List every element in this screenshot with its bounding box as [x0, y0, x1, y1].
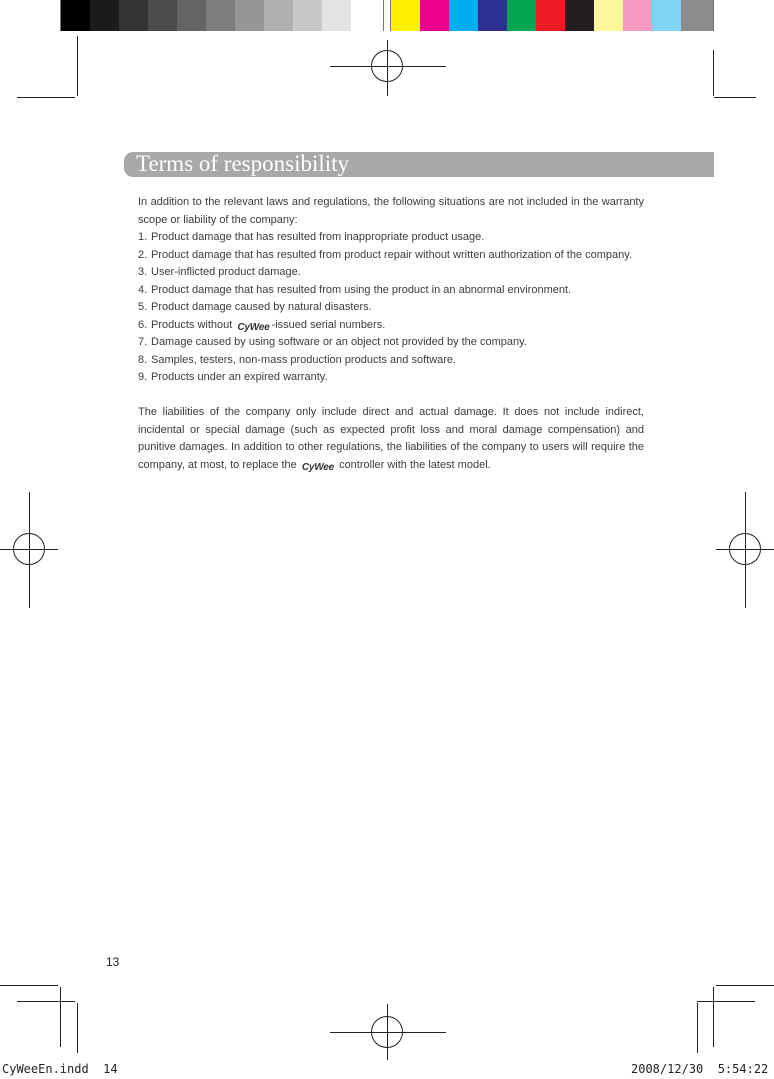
item-number: 4.	[138, 283, 148, 296]
list-item	[138, 317, 644, 335]
item-number: 7.	[138, 336, 148, 348]
item-number: 9.	[138, 371, 148, 383]
cywee-logo: CyWee	[237, 321, 270, 333]
grayscale-swatch	[264, 0, 293, 31]
closing-text-after: controller with the latest model.	[339, 458, 491, 471]
item-text: Product damage that has resulted from product repair without written authorization of the company.	[151, 248, 632, 261]
section-title: Terms of responsibility	[136, 152, 350, 176]
process-swatch	[681, 0, 713, 31]
grayscale-swatch	[235, 0, 264, 31]
crop-mark	[714, 97, 756, 98]
list-item	[138, 264, 644, 282]
slug-filename: CyWeeEn.indd 14	[2, 1062, 118, 1076]
grayscale-swatch	[148, 0, 177, 31]
grayscale-swatch	[90, 0, 119, 31]
grayscale-swatch	[206, 0, 235, 31]
process-swatch	[594, 0, 623, 31]
item-text: Product damage that has resulted from inappropriate product usage.	[151, 231, 485, 243]
crop-mark	[17, 97, 75, 98]
page-number: 13	[106, 955, 120, 969]
process-swatch	[536, 0, 565, 31]
exclusions-list	[138, 229, 644, 387]
item-number: 2.	[138, 248, 148, 261]
process-swatch	[420, 0, 449, 31]
grayscale-swatch	[61, 0, 90, 31]
item-text-after: -issued serial numbers.	[271, 318, 386, 331]
item-text: Damage caused by using software or an object not provided by the company.	[151, 336, 527, 348]
registration-circle	[729, 533, 761, 565]
closing-paragraph	[138, 404, 644, 474]
crop-mark	[0, 985, 58, 986]
list-item	[138, 352, 644, 370]
crop-mark	[77, 36, 78, 96]
item-number: 8.	[138, 353, 148, 366]
paragraph-gap	[138, 387, 644, 405]
registration-circle	[371, 50, 403, 82]
intro-paragraph: In addition to the relevant laws and regulations, the following situations are not included in the warranty scope or liability of the company:	[138, 196, 644, 226]
crop-mark	[697, 1001, 755, 1002]
crop-mark	[697, 1003, 698, 1053]
process-swatch	[478, 0, 507, 31]
item-number: 5.	[138, 301, 148, 313]
item-text-before: Products without	[151, 318, 233, 331]
list-item	[138, 299, 644, 317]
list-item	[138, 369, 644, 387]
grayscale-swatch	[293, 0, 322, 31]
process-swatch	[652, 0, 681, 31]
grayscale-swatch	[351, 0, 383, 31]
process-swatch	[507, 0, 536, 31]
item-text: Products under an expired warranty.	[151, 371, 328, 383]
crop-mark	[60, 987, 61, 1047]
process-swatch	[391, 0, 420, 31]
list-item	[138, 282, 644, 300]
registration-circle	[371, 1016, 403, 1048]
item-text: User-inflicted product damage.	[151, 266, 301, 278]
process-swatch	[449, 0, 478, 31]
closing-text-before: The liabilities of the company only include direct and actual damage. It does not include indirect, incidental or special damage (such as expected profit loss and moral damage compensation) and punitive damages. In addition to other regulations, the liabilities of the company to users will require the company, at most, to replace the	[138, 406, 644, 471]
grayscale-swatch	[177, 0, 206, 31]
cywee-logo: CyWee	[301, 461, 334, 473]
crop-mark	[77, 1003, 78, 1053]
crop-mark	[713, 50, 714, 96]
item-number: 3.	[138, 266, 148, 278]
item-number: 1.	[138, 231, 148, 243]
terms-content	[138, 194, 644, 474]
item-text: Product damage caused by natural disasters.	[151, 301, 372, 313]
process-swatch	[623, 0, 652, 31]
list-item	[138, 334, 644, 352]
slug-timestamp: 2008/12/30 5:54:22	[631, 1062, 769, 1076]
item-number: 6.	[138, 318, 148, 331]
crop-mark	[17, 1001, 75, 1002]
registration-circle	[13, 533, 45, 565]
list-item	[138, 247, 644, 265]
item-text: Samples, testers, non-mass production products and software.	[151, 353, 457, 366]
list-item	[138, 229, 644, 247]
crop-mark	[713, 987, 714, 1047]
grayscale-swatch	[322, 0, 351, 31]
item-text: Product damage that has resulted from using the product in an abnormal environment.	[151, 283, 572, 296]
section-banner	[124, 152, 714, 177]
process-swatch	[565, 0, 594, 31]
grayscale-swatch	[119, 0, 148, 31]
crop-mark	[716, 985, 774, 986]
